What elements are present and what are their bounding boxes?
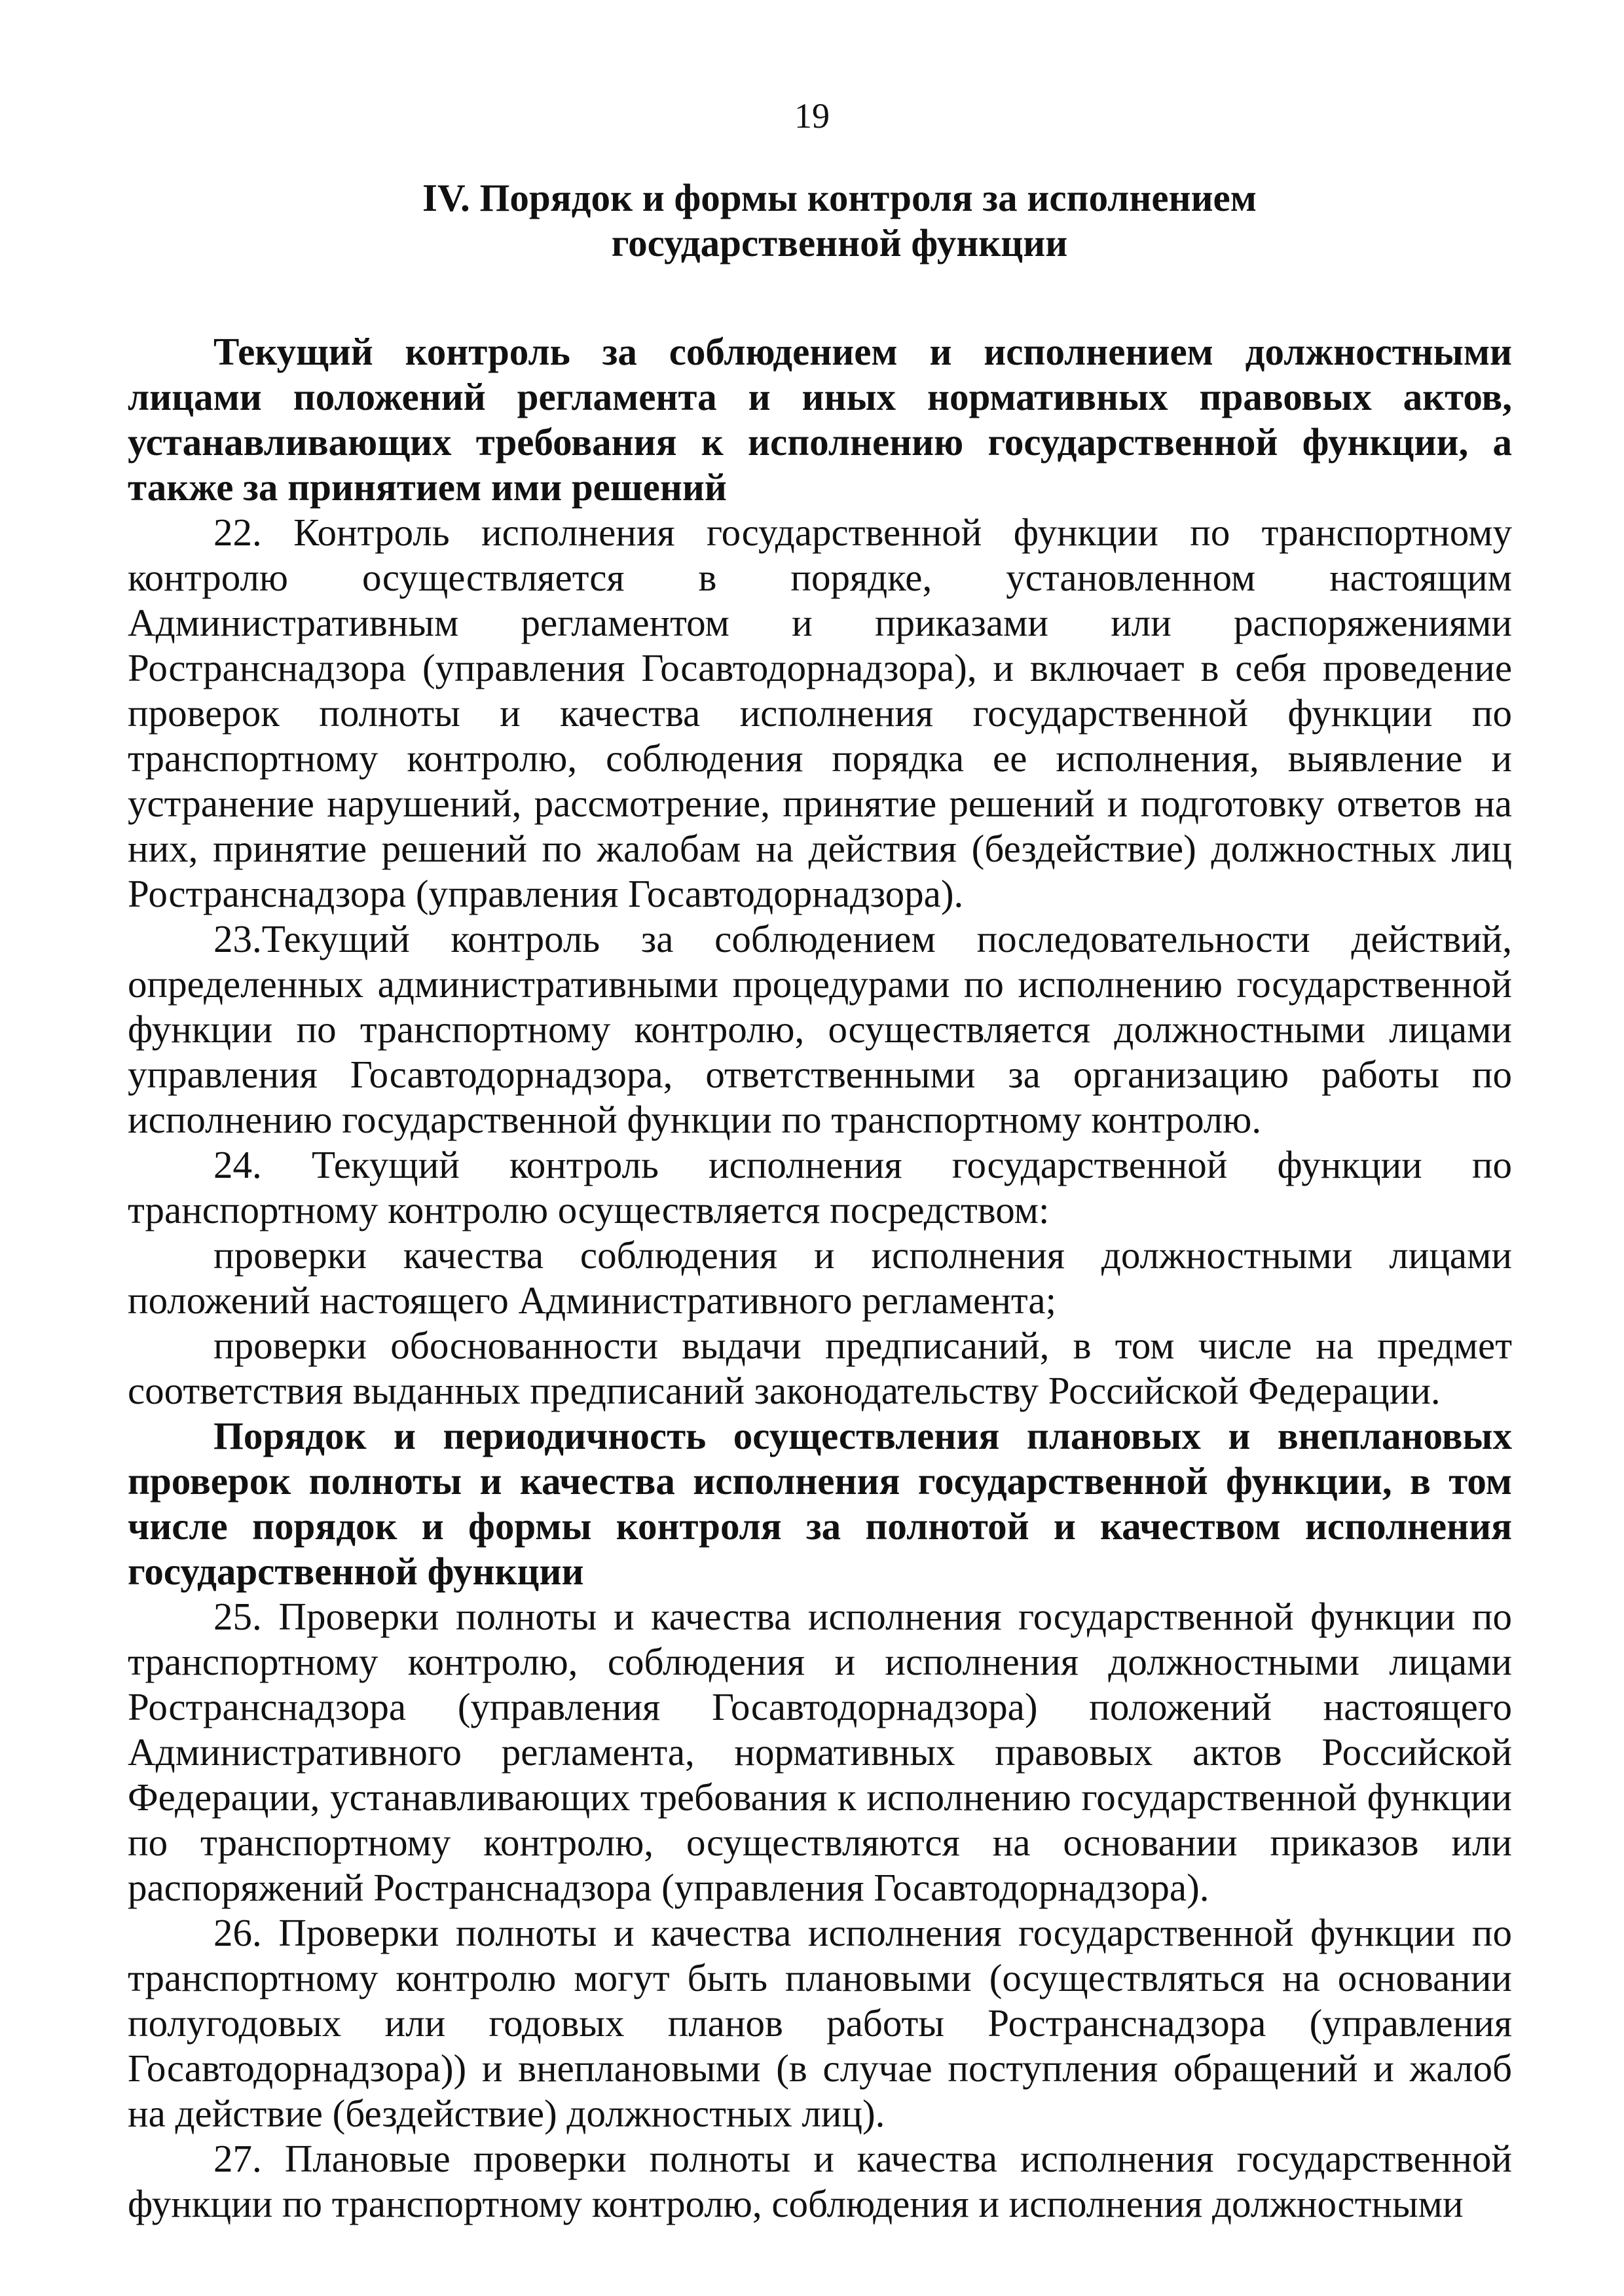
page-number: 19	[794, 96, 830, 136]
paragraph-25: 25. Проверки полноты и качества исполнения государственной функции по транспортному контролю, соблюдения и исполнения должностными лицами Ространснадзора (управления Госавтодорнадзора) положений настоящего Административного регламента, нормативных правовых актов Российской Федерации, устанавливающих требования к исполнению государственной функции по транспортному контролю, осуществляются на основании приказов или распоряжений Ространснадзора (управления Госавтодорнадзора).	[128, 1595, 1512, 1909]
paragraph-26: 26. Проверки полноты и качества исполнения государственной функции по транспортному контролю могут быть плановыми (осуществляться на основании полугодовых или годовых планов работы Ространснадзора (управления Госавтодорнадзора)) и внеплановыми (в случае поступления обращений и жалоб на действие (бездействие) должностных лиц).	[128, 1911, 1512, 2135]
section-title-line-2: государственной функции	[611, 221, 1068, 264]
paragraph-23: 23.Текущий контроль за соблюдением последовательности действий, определенных административными процедурами по исполнению государственной функции по транспортному контролю, осуществляется должностными лицами управления Госавтодорнадзора, ответственными за организацию работы по исполнению государственной функции по транспортному контролю.	[128, 917, 1512, 1141]
document-body	[128, 175, 1512, 2227]
paragraph-27: 27. Плановые проверки полноты и качества исполнения государственной функции по транспортному контролю, соблюдения и исполнения должностными	[128, 2137, 1512, 2225]
subheading-inspections: Порядок и периодичность осуществления плановых и внеплановых проверок полноты и качества исполнения государственной функции, в том числе порядок и формы контроля за полнотой и качеством исполнения государственной функции	[128, 1414, 1512, 1593]
paragraph-24: 24. Текущий контроль исполнения государственной функции по транспортному контролю осуществляется посредством:	[128, 1143, 1512, 1231]
section-title-line-1: IV. Порядок и формы контроля за исполнением	[422, 176, 1257, 219]
paragraph-22: 22. Контроль исполнения государственной функции по транспортному контролю осуществляется в порядке, установленном настоящим Административным регламентом и приказами или распоряжениями Ространснадзора (управления Госавтодорнадзора), и включает в себя проведение проверок полноты и качества исполнения государственной функции по транспортному контролю, соблюдения порядка ее исполнения, выявление и устранение нарушений, рассмотрение, принятие решений и подготовку ответов на них, принятие решений по жалобам на действия (бездействие) должностных лиц Ространснадзора (управления Госавтодорнадзора).	[128, 511, 1512, 915]
paragraph-24-item-2: проверки обоснованности выдачи предписаний, в том числе на предмет соответствия выданных предписаний законодательству Российской Федерации.	[128, 1324, 1512, 1412]
section-title	[128, 175, 1512, 266]
paragraph-24-item-1: проверки качества соблюдения и исполнения должностными лицами положений настоящего Административного регламента;	[128, 1233, 1512, 1322]
subheading-current-control: Текущий контроль за соблюдением и исполнением должностными лицами положений регламента и иных нормативных правовых актов, устанавливающих требования к исполнению государственной функции, а также за принятием ими решений	[128, 330, 1512, 509]
